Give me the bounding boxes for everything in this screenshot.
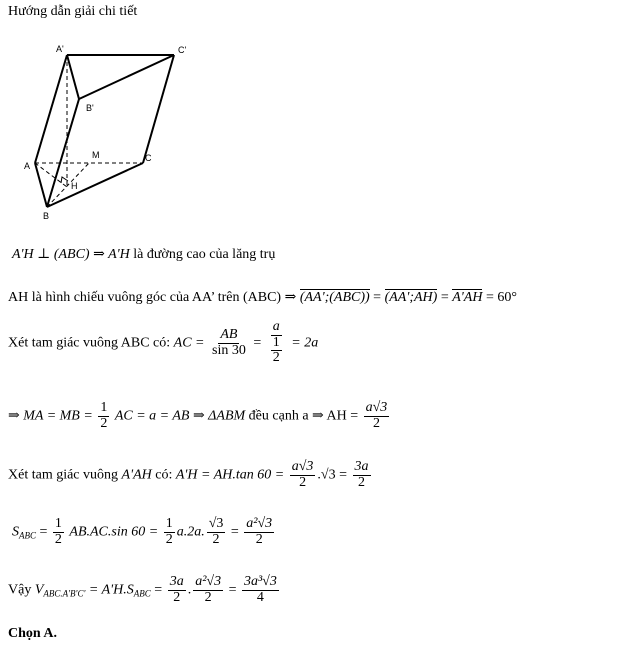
label-b: B	[43, 211, 50, 221]
label-c: C	[145, 153, 152, 163]
label-m: M	[92, 150, 100, 160]
label-a1: A'	[56, 44, 64, 54]
label-b1: B'	[86, 103, 94, 113]
edge-a-b	[35, 163, 47, 207]
label-a: A	[24, 161, 31, 171]
label-c1: C'	[178, 45, 187, 55]
line-1: A'H ⊥ (ABC) ⇒ A'H là đường cao của lăng trụ	[12, 247, 276, 262]
line-2: AH là hình chiếu vuông góc của AA’ trên (ABC) ⇒ (AA';(ABC)) = (AA';AH) = A'AH = 60°	[8, 290, 517, 305]
line-6: $S_{ABC}$ = $\frac{1}{2}$ AB.AC.sin 60 = $\frac{1}{2}$ a.2a. $\frac{√3}{2}$ = $\frac{\text{a²√3}}{2}$	[12, 516, 273, 547]
answer: Chọn A.	[8, 626, 58, 641]
line-3: Xét tam giác vuông ABC có: AC = $\frac{AB}{\sin 30}$ = $\frac{a}{\frac{1}{2}}$ = 2a	[8, 319, 319, 366]
edge-a1-b1	[67, 55, 79, 99]
line-4: ⇒ MA = MB = $\frac{1}{2}$ AC = a = AB ⇒ ΔABM đều cạnh a ⇒ AH = $\frac{a√3}{2}$	[8, 400, 388, 431]
line-7: Vậy $V_{ABC.A'B'C'} = A'H.S_{ABC}$ = $\frac{3a}{2}$ . $\frac{\text{a²√3}}{2}$ = $\frac{\text{3a³√3}}{4}$	[8, 574, 277, 605]
edge-c-c1	[143, 55, 174, 163]
edge-b1-c1	[79, 55, 174, 99]
edge-b-c	[47, 163, 143, 207]
heading: Hướng dẫn giải chi tiết	[8, 4, 138, 19]
edge-a-a1	[35, 55, 67, 163]
line-5: Xét tam giác vuông A'AH có: A'H = AH.tan 60 = $\frac{a√3}{2}$ .√3 = $\frac{3a}{2}$	[8, 459, 369, 490]
label-h: H	[71, 181, 78, 191]
